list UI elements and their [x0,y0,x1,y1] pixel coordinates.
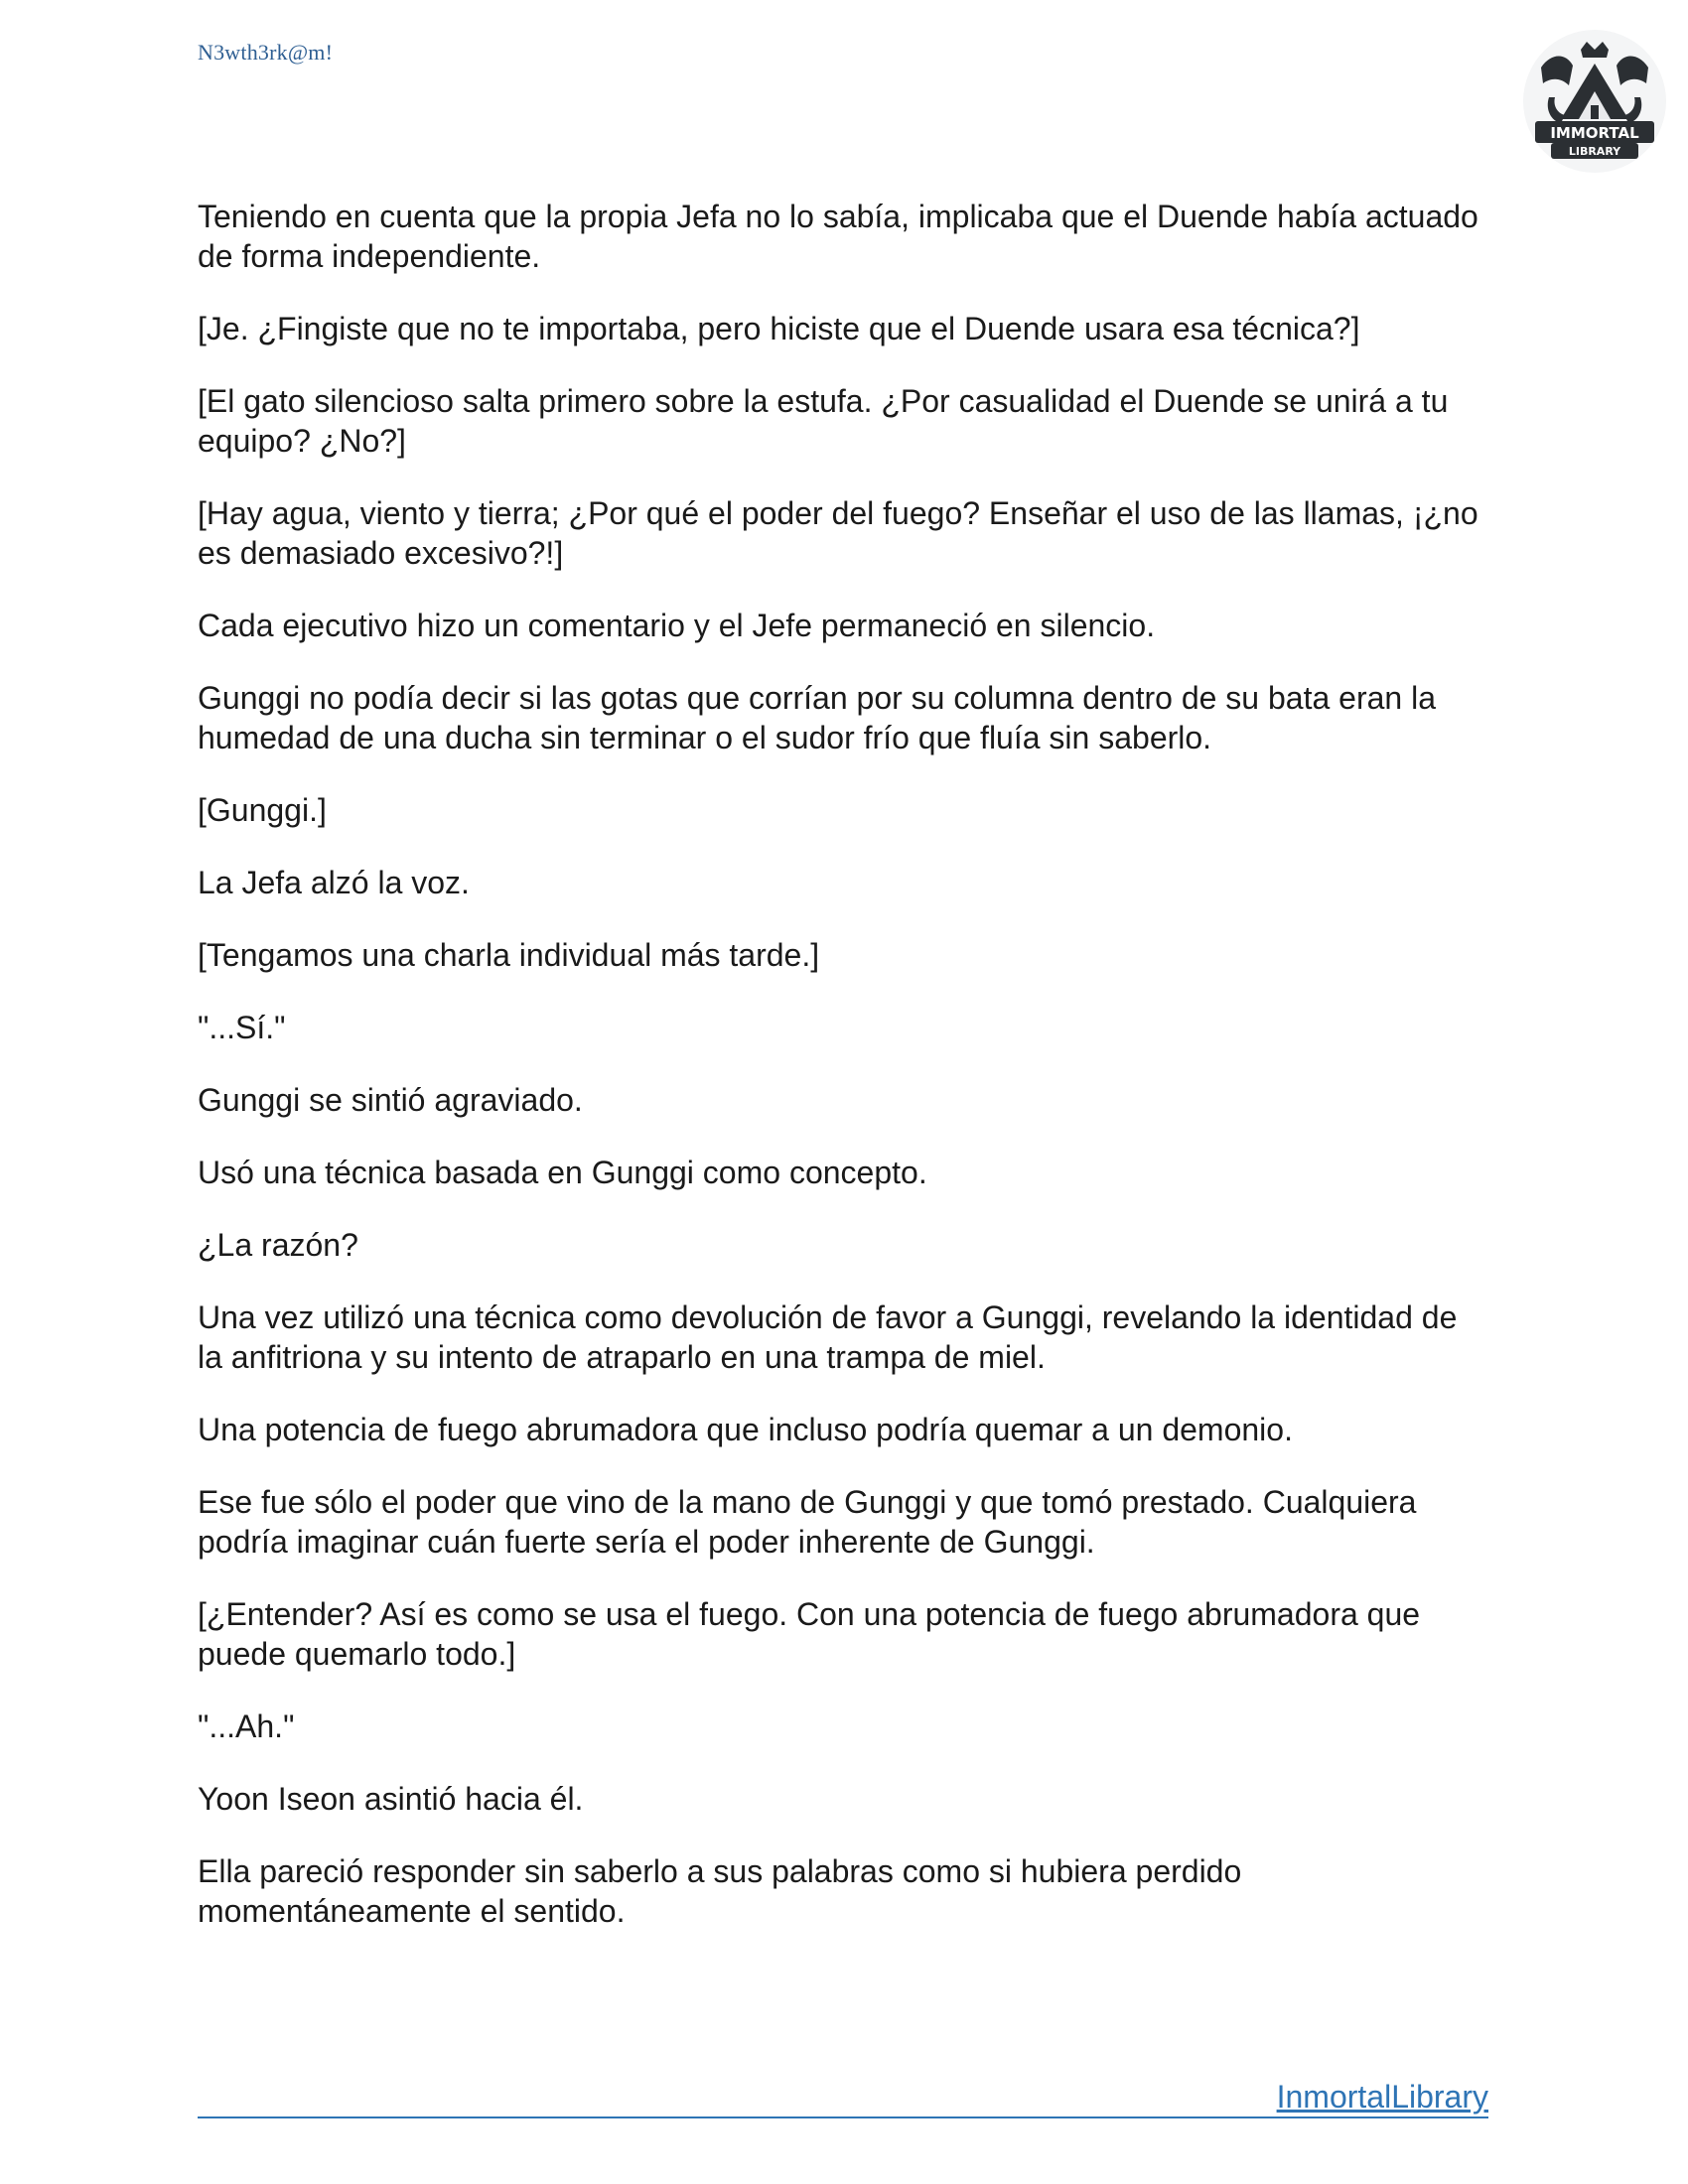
paragraph: [El gato silencioso salta primero sobre la estufa. ¿Por casualidad el Duende se unirá a tu equipo? ¿No?] [198,383,1449,459]
paragraph: Una vez utilizó una técnica como devolución de favor a Gunggi, revelando la identidad de la anfitriona y su intento de atraparlo en una trampa de miel. [198,1299,1458,1375]
paragraph: Ese fue sólo el poder que vino de la mano de Gunggi y que tomó prestado. Cualquiera podría imaginar cuán fuerte sería el poder inherente de Gunggi. [198,1484,1417,1560]
paragraph: Ella pareció responder sin saberlo a sus palabras como si hubiera perdido momentáneamente el sentido. [198,1853,1242,1929]
paragraph: "...Ah." [198,1708,295,1744]
paragraph: Teniendo en cuenta que la propia Jefa no lo sabía, implicaba que el Duende había actuado de forma independiente. [198,199,1478,274]
paragraph: Yoon Iseon asintió hacia él. [198,1781,584,1817]
paragraph: [Gunggi.] [198,792,327,828]
paragraph: [¿Entender? Así es como se usa el fuego. Con una potencia de fuego abrumadora que puede quemarlo todo.] [198,1596,1421,1672]
footer-link[interactable]: InmortalLibrary [1276,2079,1488,2115]
logo-text-bottom: LIBRARY [1568,145,1621,158]
logo-text-top: IMMORTAL [1550,124,1639,142]
paragraph: Gunggi se sintió agraviado. [198,1082,583,1118]
paragraph: Cada ejecutivo hizo un comentario y el Jefe permaneció en silencio. [198,608,1156,643]
paragraph: "...Sí." [198,1010,286,1045]
paragraph: Una potencia de fuego abrumadora que incluso podría quemar a un demonio. [198,1412,1293,1447]
document-body [198,197,1488,1964]
paragraph: La Jefa alzó la voz. [198,865,470,900]
immortal-library-logo [1521,28,1668,175]
footer [198,2077,1488,2118]
paragraph: [Tengamos una charla individual más tarde.] [198,937,820,973]
paragraph: Gunggi no podía decir si las gotas que corrían por su columna dentro de su bata eran la humedad de una ducha sin terminar o el sudor frío que fluía sin saberlo. [198,680,1436,755]
paragraph: [Hay agua, viento y tierra; ¿Por qué el poder del fuego? Enseñar el uso de las llamas, ¡¿no es demasiado excesivo?!] [198,495,1478,571]
header-tag: N3wth3rk@m! [198,40,334,65]
paragraph: [Je. ¿Fingiste que no te importaba, pero hiciste que el Duende usara esa técnica?] [198,311,1360,346]
paragraph: ¿La razón? [198,1227,358,1263]
paragraph: Usó una técnica basada en Gunggi como concepto. [198,1155,927,1190]
